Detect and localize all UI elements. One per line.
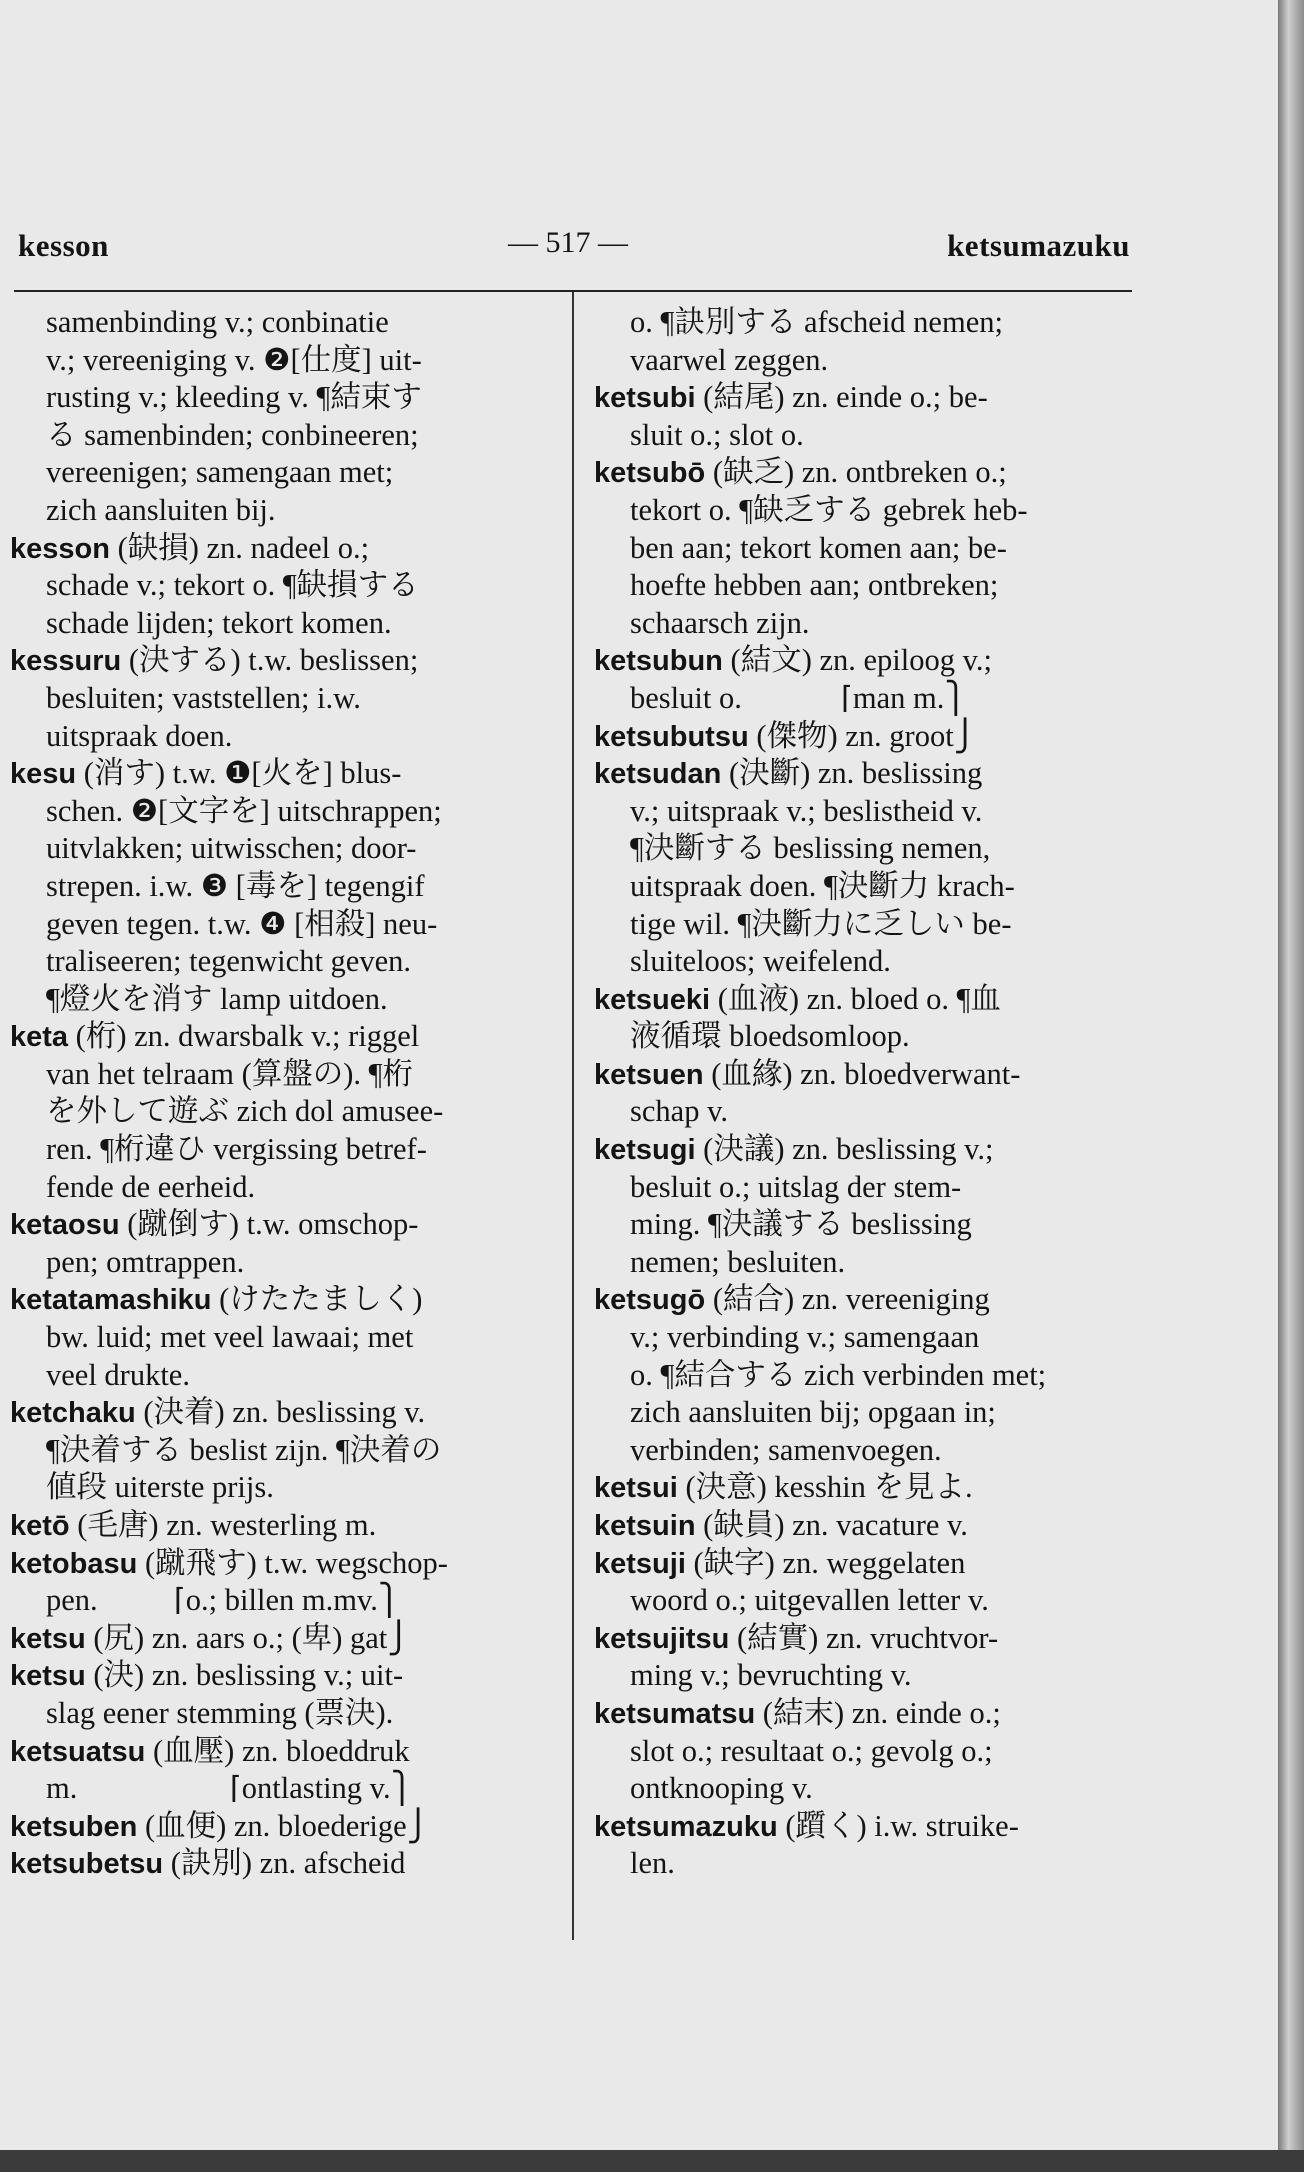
entry-text: traliseeren; tegenwicht geven. [46,944,411,979]
entry-text: schap v. [630,1094,728,1129]
entry-text: (決着) zn. beslissing v. [135,1395,426,1430]
entry-continuation-line [10,1770,558,1808]
entry-continuation-line [10,1244,558,1282]
entry-text: rusting v.; kleeding v. ¶結束す [46,380,422,415]
entry-text: geven tegen. t.w. ❹ [相殺] neu- [46,906,438,941]
entry-continuation-line [10,1319,558,1357]
entry-continuation-line [10,1432,558,1470]
entry-text: zich aansluiten bij. [46,492,276,527]
entry-continuation-line [10,906,558,944]
entry-text: hoefte hebben aan; ontbreken; [630,568,999,603]
entry-headword-line [594,1507,1134,1545]
entry-headword-line [10,1018,558,1056]
headword: ketsubun [594,645,723,678]
entry-text: o. ¶訣別する afscheid nemen; [630,305,1003,339]
entry-headword-line [10,1845,558,1883]
entry-headword-line [594,1056,1134,1094]
entry-continuation-line [10,981,558,1019]
entry-continuation-line [10,718,558,756]
entry-text: v.; vereeniging v. ❷[仕度] uit- [46,342,422,377]
entry-headword-line [594,755,1134,793]
entry-text: uitspraak doen. ¶決斷力 krach- [630,868,1015,903]
entry-continuation-line [594,943,1134,981]
headword: ketsugō [594,1284,706,1317]
headword: ketchaku [10,1397,136,1430]
headword: ketaosu [10,1209,120,1242]
entry-text: ¶燈火を消す lamp uitdoen. [46,981,388,1016]
entry-headword-line [594,454,1134,492]
entry-text: bw. luid; met veel lawaai; met [46,1320,414,1355]
entry-headword-line [10,1808,558,1846]
entry-text: (結實) zn. vruchtvor- [729,1620,999,1655]
entry-headword-line [10,1620,558,1658]
entry-continuation-line [10,567,558,605]
entry-text: (蹴飛す) t.w. wegschop- [137,1545,448,1580]
entry-continuation-line [594,605,1134,643]
entry-headword-line [10,1206,558,1244]
entry-text: (結尾) zn. einde o.; be- [695,380,988,415]
entry-text: schen. ❷[文字を] uitschrappen; [46,793,442,828]
entry-headword-line [594,379,1134,417]
entry-text: (けたたましく) [211,1282,423,1317]
entry-continuation-line [594,1244,1134,1282]
entry-text: besluit o. ⌈man m.⎫ [630,680,968,715]
entry-continuation-line [594,492,1134,530]
entry-continuation-line [594,1319,1134,1357]
guide-word-right: ketsumazuku [947,228,1130,263]
entry-text: (決斷) zn. beslissing [721,756,983,791]
entry-continuation-line [10,379,558,417]
entry-continuation-line [594,1770,1134,1808]
entry-text: nemen; besluiten. [630,1244,846,1279]
entry-headword-line [10,1394,558,1432]
headword: ketsubutsu [594,720,749,753]
entry-continuation-line [594,868,1134,906]
entry-text: ontknooping v. [630,1771,813,1806]
entry-continuation-line [594,830,1134,868]
entry-text: (決意) kesshin を見よ. [677,1470,973,1505]
entry-continuation-line [10,1056,558,1094]
entry-text: woord o.; uitgevallen letter v. [630,1583,989,1618]
entry-headword-line [10,1281,558,1319]
page-number: — 517 — [508,226,628,259]
running-head [18,228,1130,268]
entry-continuation-line [594,906,1134,944]
entry-text: o. ¶結合する zich verbinden met; [630,1357,1047,1392]
entry-continuation-line [10,342,558,380]
entry-text: (蹴倒す) t.w. omschop- [119,1207,419,1242]
entry-text: 値段 uiterste prijs. [46,1470,274,1505]
entry-continuation-line [10,1695,558,1733]
headword: ketsubi [594,382,696,415]
entry-headword-line [594,1808,1134,1846]
left-column [10,304,558,1883]
headword: ketsuatsu [10,1735,146,1768]
entry-headword-line [10,530,558,568]
entry-text: (消す) t.w. ❶[火を] blus- [76,756,402,791]
entry-text: m. ⌈ontlasting v.⎫ [46,1771,414,1806]
headword: ketsumazuku [594,1810,778,1843]
entry-continuation-line [594,567,1134,605]
entry-text: (決議) zn. beslissing v.; [695,1132,994,1167]
headword: ketsugi [594,1134,696,1167]
entry-continuation-line [594,1206,1134,1244]
headword: ketsu [10,1660,86,1693]
entry-text: len. [630,1846,675,1881]
entry-headword-line [10,1545,558,1583]
entry-continuation-line [594,304,1134,342]
entry-continuation-line [594,1845,1134,1883]
entry-text: ben aan; tekort komen aan; be- [630,530,1007,565]
headword: kessuru [10,645,122,678]
entry-text: ren. ¶桁違ひ vergissing betref- [46,1132,427,1167]
entry-text: (決する) t.w. beslissen; [121,643,419,678]
headword: ketsujitsu [594,1622,730,1655]
entry-continuation-line [594,530,1134,568]
entry-headword-line [594,1620,1134,1658]
entry-text: vaarwel zeggen. [630,342,829,377]
entry-continuation-line [594,1018,1134,1056]
headword: ketsueki [594,983,711,1016]
headword: kesu [10,758,77,791]
entry-text: (缺乏) zn. ontbreken o.; [705,455,1007,490]
entry-headword-line [594,1281,1134,1319]
entry-text: fende de eerheid. [46,1169,256,1204]
entry-text: を外して遊ぶ zich dol amusee- [46,1094,444,1129]
entry-text: ¶決着する beslist zijn. ¶決着の [46,1432,442,1467]
headword: ketatamashiku [10,1284,212,1317]
entry-headword-line [594,718,1134,756]
entry-text: (血液) zn. bloed o. ¶血 [710,981,1001,1016]
entry-text: samenbinding v.; conbinatie [46,305,389,339]
entry-text: る samenbinden; conbineeren; [46,417,419,452]
entry-text: (毛唐) zn. westerling m. [69,1508,377,1542]
entry-text: uitspraak doen. [46,718,233,753]
entry-continuation-line [594,1394,1134,1432]
entry-text: (血壓) zn. bloeddruk [145,1733,410,1768]
entry-headword-line [594,1131,1134,1169]
entry-continuation-line [594,1582,1134,1620]
entry-headword-line [594,1545,1134,1583]
page-bottom-edge [0,2150,1304,2172]
entry-text: (結合) zn. vereeniging [705,1282,990,1317]
headword: ketsudan [594,758,722,791]
entry-continuation-line [594,680,1134,718]
entry-continuation-line [10,1582,558,1620]
entry-text: (缺字) zn. weggelaten [685,1545,966,1580]
entry-text: 液循環 bloedsomloop. [630,1019,910,1054]
entry-continuation-line [10,492,558,530]
entry-continuation-line [10,943,558,981]
entry-continuation-line [594,1169,1134,1207]
entry-text: strepen. i.w. ❸ [毒を] tegengif [46,868,425,903]
entry-text: tige wil. ¶決斷力に乏しい be- [630,906,1012,941]
guide-word-left: kesson [18,228,109,263]
entry-headword-line [10,642,558,680]
headword: ketsubō [594,457,706,490]
entry-text: (躓く) i.w. struike- [777,1808,1019,1843]
entry-continuation-line [594,1657,1134,1695]
entry-continuation-line [594,1432,1134,1470]
column-divider [572,292,574,1940]
entry-text: slag eener stemming (票決). [46,1695,394,1730]
entry-text: verbinden; samenvoegen. [630,1432,942,1467]
entry-continuation-line [10,304,558,342]
entry-continuation-line [10,454,558,492]
entry-text: v.; uitspraak v.; beslistheid v. [630,793,983,828]
entry-headword-line [10,1733,558,1771]
entry-text: schade v.; tekort o. ¶缺損する [46,568,419,603]
entry-text: (結文) zn. epiloog v.; [722,643,992,678]
entry-continuation-line [10,830,558,868]
entry-headword-line [594,1469,1134,1507]
entry-text: (缺損) zn. nadeel o.; [109,530,370,565]
entry-text: (結末) zn. einde o.; [755,1695,1001,1730]
entry-continuation-line [594,417,1134,455]
headword: ketō [10,1510,70,1542]
right-column [594,304,1134,1883]
entry-text: v.; verbinding v.; samengaan [630,1320,980,1355]
entry-headword-line [10,755,558,793]
entry-continuation-line [10,1093,558,1131]
entry-headword-line [594,642,1134,680]
entry-continuation-line [594,793,1134,831]
entry-text: vereenigen; samengaan met; [46,455,394,490]
entry-headword-line [594,981,1134,1019]
headword: ketsu [10,1622,86,1655]
entry-text: (缺員) zn. vacature v. [695,1508,968,1542]
book-spine-edge [1278,0,1304,2172]
entry-text: (血緣) zn. bloedverwant- [703,1056,1021,1091]
entry-text: tekort o. ¶缺乏する gebrek heb- [630,492,1028,527]
entry-text: ¶決斷する beslissing nemen, [630,831,991,866]
entry-text: (尻) zn. aars o.; (卑) gat⎭ [85,1620,411,1655]
entry-text: slot o.; resultaat o.; gevolg o.; [630,1733,993,1768]
headword: ketsumatsu [594,1697,756,1730]
entry-continuation-line [10,793,558,831]
entry-text: sluiteloos; weifelend. [630,944,891,979]
entry-text: van het telraam (算盤の). ¶桁 [46,1056,413,1091]
entry-text: pen. ⌈o.; billen m.mv.⎫ [46,1583,401,1618]
headword: ketobasu [10,1547,138,1580]
entry-text: ming. ¶決議する beslissing [630,1207,972,1242]
entry-text: ming v.; bevruchting v. [630,1658,912,1693]
headword: ketsuin [594,1510,696,1542]
entry-text: (桁) zn. dwarsbalk v.; riggel [68,1019,420,1054]
entry-text: veel drukte. [46,1357,190,1392]
headword: keta [10,1021,69,1054]
headword: ketsubetsu [10,1848,164,1881]
entry-continuation-line [10,417,558,455]
entry-continuation-line [10,1469,558,1507]
entry-text: besluit o.; uitslag der stem- [630,1169,962,1204]
entry-headword-line [10,1507,558,1545]
entry-continuation-line [10,605,558,643]
entry-text: (決) zn. beslissing v.; uit- [85,1658,404,1693]
entry-headword-line [594,1695,1134,1733]
entry-continuation-line [594,342,1134,380]
entry-text: pen; omtrappen. [46,1244,245,1279]
entry-continuation-line [594,1357,1134,1395]
entry-headword-line [10,1657,558,1695]
entry-text: schaarsch zijn. [630,605,810,640]
headword: kesson [10,532,110,565]
entry-text: (訣別) zn. afscheid [163,1846,406,1881]
entry-continuation-line [10,1169,558,1207]
entry-continuation-line [10,680,558,718]
headword: ketsuen [594,1058,704,1091]
entry-continuation-line [594,1093,1134,1131]
entry-text: (傑物) zn. groot⎭ [748,718,977,753]
entry-continuation-line [10,1357,558,1395]
headword: ketsuji [594,1547,686,1580]
entry-text: schade lijden; tekort komen. [46,605,392,640]
entry-text: zich aansluiten bij; opgaan in; [630,1395,996,1430]
entry-text: besluiten; vaststellen; i.w. [46,680,361,715]
headword: ketsui [594,1472,678,1505]
entry-continuation-line [10,1131,558,1169]
entry-text: (血便) zn. bloederige⎭ [137,1808,430,1843]
headword: ketsuben [10,1810,138,1843]
entry-continuation-line [10,868,558,906]
entry-text: sluit o.; slot o. [630,417,804,452]
entry-text: uitvlakken; uitwisschen; door- [46,831,417,866]
entry-continuation-line [594,1733,1134,1771]
